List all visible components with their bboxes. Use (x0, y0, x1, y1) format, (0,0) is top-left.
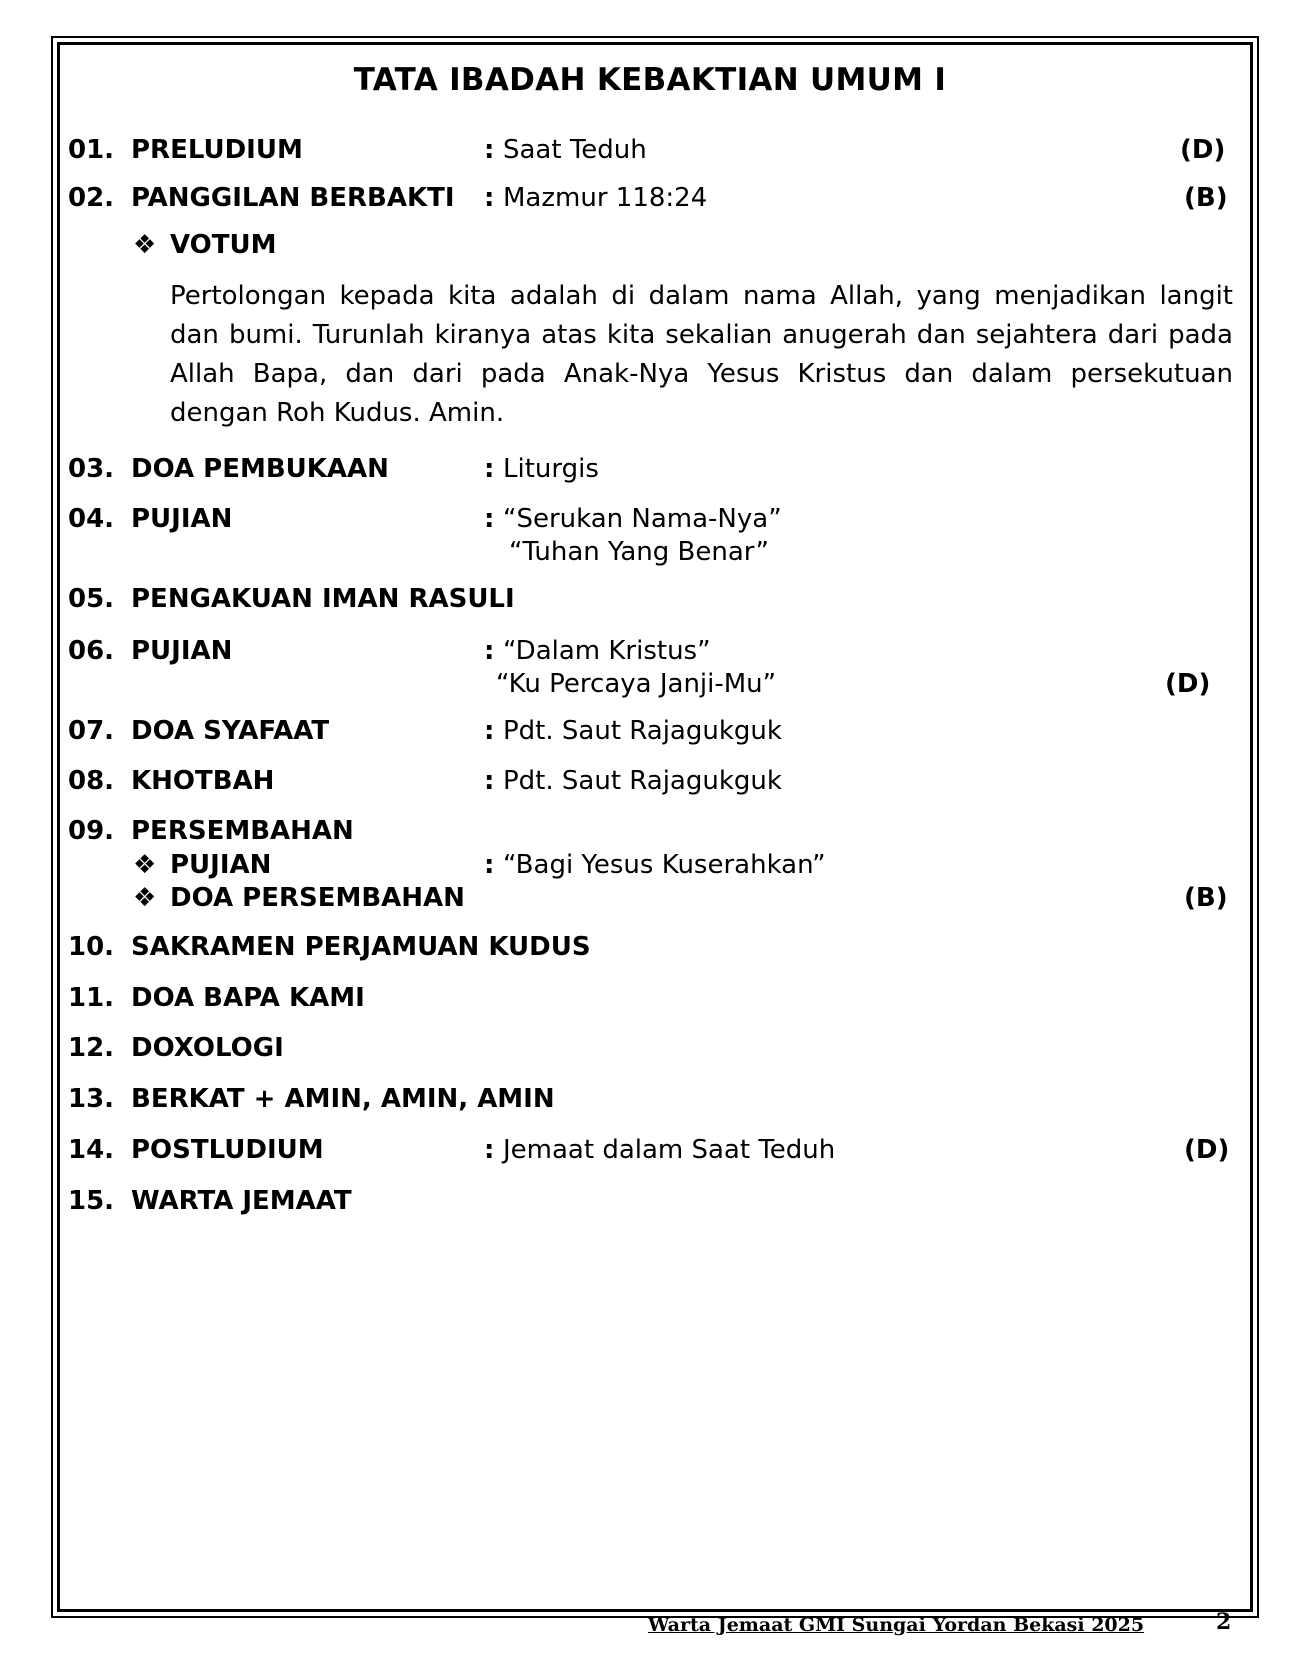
votum-text: Pertolongan kepada kita adalah di dalam nama Allah, yang menjadikan langit dan bumi. Turunlah kiranya atas kita sekalian anugerah dan sejahtera dari pada Allah Bapa, dan dari pada Anak-Nya Yesus Kristus dan dalam persekutuan dengan Roh Kudus. Amin. (170, 281, 1233, 428)
item-colon: : (484, 135, 495, 165)
liturgy-item (0, 764, 1300, 798)
liturgy-subitem (0, 848, 1300, 882)
liturgy-item (0, 181, 1300, 215)
item-name: WARTA JEMAAT (131, 1186, 352, 1216)
item-number: 07. (68, 716, 115, 746)
liturgy-item (0, 814, 1300, 848)
item-colon: : (484, 504, 495, 534)
item-number: 03. (68, 454, 115, 484)
item-code: (B) (1184, 883, 1228, 913)
subitem-name: PUJIAN (170, 850, 272, 880)
item-value: Pdt. Saut Rajagukguk (503, 766, 782, 796)
item-number: 08. (68, 766, 115, 796)
subitem-name: DOA PERSEMBAHAN (170, 883, 465, 913)
item-name: PANGGILAN BERBAKTI (131, 183, 455, 213)
votum-title: VOTUM (170, 230, 277, 260)
liturgy-item (0, 1031, 1300, 1065)
liturgy-item-continuation (0, 667, 1300, 701)
item-name: PERSEMBAHAN (131, 816, 354, 846)
item-name: DOA PEMBUKAAN (131, 454, 389, 484)
item-value-2: “Ku Percaya Janji-Mu” (496, 669, 777, 699)
item-value: “Serukan Nama-Nya” (503, 504, 782, 534)
diamond-bullet-icon: ❖ (133, 883, 157, 913)
item-colon: : (484, 850, 495, 880)
liturgy-item-continuation (0, 535, 1300, 569)
item-colon: : (484, 183, 495, 213)
item-number: 02. (68, 183, 115, 213)
item-colon: : (484, 636, 495, 666)
footer-text: Warta Jemaat GMI Sungai Yordan Bekasi 2025 (648, 1614, 1145, 1636)
liturgy-item (0, 714, 1300, 748)
liturgy-item (0, 133, 1300, 167)
item-value: Saat Teduh (503, 135, 647, 165)
liturgy-item (0, 582, 1300, 616)
item-number: 05. (68, 584, 115, 614)
item-number: 14. (68, 1135, 115, 1165)
liturgy-item (0, 634, 1300, 668)
item-code: (D) (1165, 669, 1211, 699)
item-colon: : (484, 454, 495, 484)
item-colon: : (484, 1135, 495, 1165)
subitem-value: “Bagi Yesus Kuserahkan” (503, 850, 826, 880)
item-number: 15. (68, 1186, 115, 1216)
item-value: Liturgis (503, 454, 599, 484)
item-name: KHOTBAH (131, 766, 275, 796)
item-name: DOA BAPA KAMI (131, 983, 365, 1013)
item-name: PRELUDIUM (131, 135, 303, 165)
diamond-bullet-icon: ❖ (133, 230, 157, 260)
item-name: DOA SYAFAAT (131, 716, 330, 746)
item-name: PENGAKUAN IMAN RASULI (131, 584, 515, 614)
item-name: PUJIAN (131, 636, 233, 666)
item-name: BERKAT + AMIN, AMIN, AMIN (131, 1084, 555, 1114)
item-name: PUJIAN (131, 504, 233, 534)
liturgy-item (0, 1082, 1300, 1116)
item-code: (B) (1184, 183, 1228, 213)
liturgy-item (0, 1133, 1300, 1167)
item-number: 13. (68, 1084, 115, 1114)
item-colon: : (484, 716, 495, 746)
item-name: POSTLUDIUM (131, 1135, 324, 1165)
item-number: 12. (68, 1033, 115, 1063)
item-name: SAKRAMEN PERJAMUAN KUDUS (131, 932, 591, 962)
item-number: 10. (68, 932, 115, 962)
item-name: DOXOLOGI (131, 1033, 284, 1063)
liturgy-item (0, 1184, 1300, 1218)
item-number: 04. (68, 504, 115, 534)
diamond-bullet-icon: ❖ (133, 850, 157, 880)
item-number: 11. (68, 983, 115, 1013)
liturgy-item (0, 930, 1300, 964)
votum-heading (0, 228, 1300, 262)
item-code: (D) (1184, 1135, 1230, 1165)
item-code: (D) (1180, 135, 1226, 165)
item-number: 06. (68, 636, 115, 666)
liturgy-subitem (0, 881, 1300, 915)
item-value: Jemaat dalam Saat Teduh (503, 1135, 836, 1165)
item-value: Mazmur 118:24 (503, 183, 708, 213)
item-number: 09. (68, 816, 115, 846)
item-number: 01. (68, 135, 115, 165)
item-value-2: “Tuhan Yang Benar” (509, 537, 770, 567)
liturgy-item (0, 981, 1300, 1015)
item-value: Pdt. Saut Rajagukguk (503, 716, 782, 746)
item-value: “Dalam Kristus” (503, 636, 711, 666)
page-title: TATA IBADAH KEBAKTIAN UMUM I (353, 62, 947, 98)
liturgy-item (0, 452, 1300, 486)
page-number: 2 (1216, 1609, 1232, 1635)
liturgy-item (0, 502, 1300, 536)
item-colon: : (484, 766, 495, 796)
